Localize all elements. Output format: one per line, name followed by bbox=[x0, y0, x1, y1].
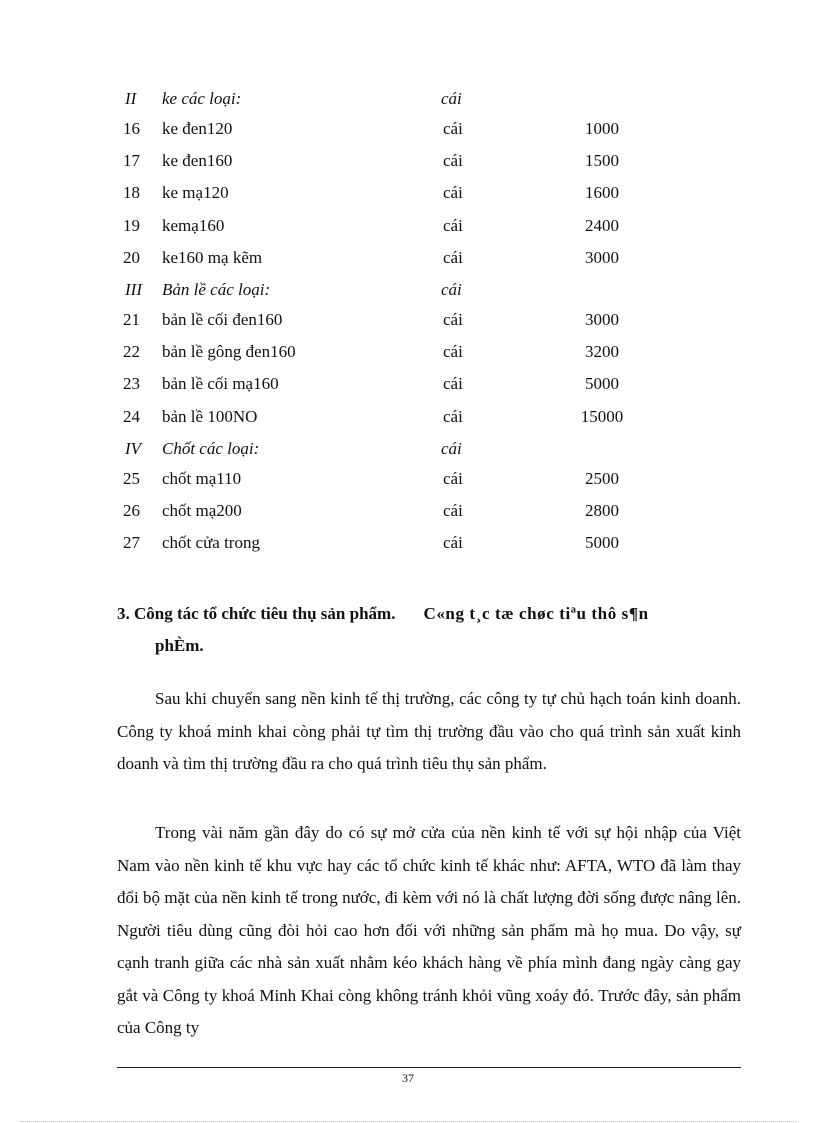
item-name: ke160 mạ kẽm bbox=[162, 247, 263, 267]
table-row bbox=[0, 216, 816, 248]
paragraph-1: Sau khi chuyển sang nền kinh tế thị trường, các công ty tự chủ hạch toán kinh doanh. Công ty khoá minh khai còng phải tự tìm thị trường đầu vào cho quá trình sản xuất kinh doanh và tìm thị trường đầu ra cho quá trình tiêu thụ sản phẩm. bbox=[117, 689, 741, 773]
table-row bbox=[0, 533, 816, 565]
unit: cái bbox=[443, 247, 463, 267]
row-number: III bbox=[125, 279, 142, 299]
row-number: 17 bbox=[123, 151, 140, 171]
table-group-row bbox=[0, 439, 816, 469]
item-name: bản lề gông đen160 bbox=[162, 342, 296, 362]
row-number: 24 bbox=[123, 406, 140, 426]
unit: cái bbox=[441, 438, 462, 458]
section-heading bbox=[117, 598, 757, 662]
item-name: ke mạ120 bbox=[162, 183, 229, 203]
unit: cái bbox=[443, 151, 463, 171]
table-group-row bbox=[0, 280, 816, 310]
unit: cái bbox=[443, 500, 463, 520]
quantity: 1600 bbox=[585, 183, 619, 203]
item-name: kemạ160 bbox=[162, 215, 225, 235]
table-group-row bbox=[0, 89, 816, 119]
table-row bbox=[0, 342, 816, 374]
item-name: chốt mạ110 bbox=[162, 468, 242, 488]
row-number: 22 bbox=[123, 342, 140, 362]
item-name: ke các loại: bbox=[162, 89, 242, 108]
table-row bbox=[0, 183, 816, 215]
quantity: 2400 bbox=[585, 215, 619, 235]
item-name: bản lề cối mạ160 bbox=[162, 374, 279, 394]
table-row bbox=[0, 407, 816, 439]
row-number: 18 bbox=[123, 183, 140, 203]
row-number: II bbox=[125, 89, 137, 108]
unit: cái bbox=[443, 215, 463, 235]
item-name: ke đen160 bbox=[162, 151, 233, 171]
table-row bbox=[0, 501, 816, 533]
row-number: 16 bbox=[123, 119, 140, 138]
table-row bbox=[0, 374, 816, 406]
unit: cái bbox=[443, 468, 463, 488]
item-name: Chốt các loại: bbox=[162, 438, 260, 458]
unit: cái bbox=[443, 374, 463, 394]
page-number: 37 bbox=[402, 1071, 414, 1085]
unit: cái bbox=[443, 183, 463, 203]
section-heading-text: 3. Công tác tổ chức tiêu thụ sản phẩm. bbox=[117, 604, 396, 623]
page-bottom-dotted-rule bbox=[20, 1121, 796, 1122]
table-row bbox=[0, 310, 816, 342]
quantity: 3000 bbox=[585, 309, 619, 329]
row-number: IV bbox=[125, 438, 142, 458]
item-name: chốt cửa trong bbox=[162, 533, 260, 553]
table-row bbox=[0, 119, 816, 151]
footer-divider bbox=[117, 1067, 741, 1068]
row-number: 20 bbox=[123, 247, 140, 267]
quantity: 3000 bbox=[585, 247, 619, 267]
item-name: bản lề cối đen160 bbox=[162, 309, 283, 329]
unit: cái bbox=[443, 406, 463, 426]
quantity: 3200 bbox=[585, 342, 619, 362]
section-heading-garbled-continuation: phÈm. bbox=[155, 636, 204, 655]
row-number: 27 bbox=[123, 533, 140, 553]
quantity: 5000 bbox=[585, 374, 619, 394]
quantity: 2800 bbox=[585, 500, 619, 520]
quantity: 1500 bbox=[585, 151, 619, 171]
table-row bbox=[0, 469, 816, 501]
quantity: 15000 bbox=[580, 406, 624, 426]
item-name: Bản lề các loại: bbox=[162, 279, 271, 299]
unit: cái bbox=[443, 533, 463, 553]
row-number: 21 bbox=[123, 309, 140, 329]
table-row bbox=[0, 151, 816, 183]
section-heading-garbled: C«ng t¸c tæ chøc tiªu thô s¶n bbox=[423, 604, 649, 623]
row-number: 19 bbox=[123, 215, 140, 235]
quantity: 2500 bbox=[585, 468, 619, 488]
row-number: 23 bbox=[123, 374, 140, 394]
paragraph-2: Trong vài năm gần đây do có sự mở cửa của nền kinh tế với sự hội nhập của Việt Nam vào nền kinh tế khu vực hay các tổ chức kinh tế khác như: AFTA, WTO đã làm thay đổi bộ mặt của nền kinh tế trong nước, đi kèm với nó là chất lượng đời sống được nâng lên. Người tiêu dùng cũng đòi hỏi cao hơn đối với những sản phẩm mà họ mua. Do vậy, sự cạnh tranh giữa các nhà sản xuất nhằm kéo khách hàng về phía mình đang ngày càng gay gắt và Công ty khoá Minh Khai còng không tránh khỏi vũng xoáy đó. Trước đây, sản phẩm của Công ty bbox=[117, 823, 741, 1037]
item-name: chốt mạ200 bbox=[162, 500, 242, 520]
unit: cái bbox=[441, 279, 462, 299]
item-name: bản lề 100NO bbox=[162, 406, 258, 426]
unit: cái bbox=[443, 309, 463, 329]
quantity: 1000 bbox=[585, 119, 619, 138]
unit: cái bbox=[441, 89, 462, 108]
row-number: 25 bbox=[123, 468, 140, 488]
table-row bbox=[0, 248, 816, 280]
unit: cái bbox=[443, 342, 463, 362]
product-table bbox=[0, 89, 816, 565]
unit: cái bbox=[443, 119, 463, 138]
quantity: 5000 bbox=[585, 533, 619, 553]
row-number: 26 bbox=[123, 500, 140, 520]
item-name: ke đen120 bbox=[162, 119, 233, 138]
